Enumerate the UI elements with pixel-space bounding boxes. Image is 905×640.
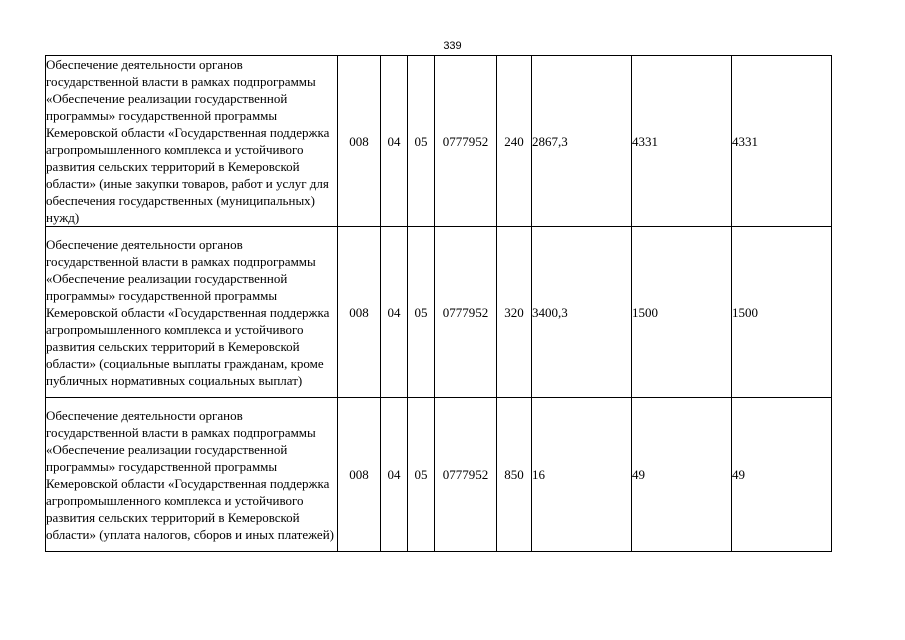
expense-description: Обеспечение деятельности органов государственной власти в рамках подпрограммы «Обеспечение реализации государственной программы» государственной программы Кемеровской области «Государственная поддержка агропромышленного комплекса и устойчивого развития сельских территорий в Кемеровской области» (уплата налогов, сборов и иных платежей): [46, 398, 338, 552]
sum-year-2: 4331: [632, 56, 732, 227]
sum-year-3: 49: [732, 398, 832, 552]
expense-description: Обеспечение деятельности органов государственной власти в рамках подпрограммы «Обеспечение реализации государственной программы» государственной программы Кемеровской области «Государственная поддержка агропромышленного комплекса и устойчивого развития сельских территорий в Кемеровской области» (иные закупки товаров, работ и услуг для обеспечения государственных (муниципальных) нужд): [46, 56, 338, 227]
ministry-code: 008: [338, 398, 381, 552]
page-number: 339: [443, 40, 462, 52]
sum-year-3: 1500: [732, 227, 832, 398]
ministry-code: 008: [338, 227, 381, 398]
section-code: 04: [381, 227, 408, 398]
table-row: [46, 56, 832, 227]
sum-year-2: 1500: [632, 227, 732, 398]
ministry-code: 008: [338, 56, 381, 227]
table-row: [46, 227, 832, 398]
target-article-code: 0777952: [435, 56, 497, 227]
sum-year-1: 2867,3: [532, 56, 632, 227]
expense-description: Обеспечение деятельности органов государственной власти в рамках подпрограммы «Обеспечение реализации государственной программы» государственной программы Кемеровской области «Государственная поддержка агропромышленного комплекса и устойчивого развития сельских территорий в Кемеровской области» (социальные выплаты гражданам, кроме публичных нормативных социальных выплат): [46, 227, 338, 398]
subsection-code: 05: [408, 227, 435, 398]
section-code: 04: [381, 56, 408, 227]
budget-table: [45, 55, 832, 552]
sum-year-1: 16: [532, 398, 632, 552]
expense-type-code: 320: [497, 227, 532, 398]
subsection-code: 05: [408, 56, 435, 227]
sum-year-1: 3400,3: [532, 227, 632, 398]
sum-year-3: 4331: [732, 56, 832, 227]
expense-type-code: 850: [497, 398, 532, 552]
subsection-code: 05: [408, 398, 435, 552]
section-code: 04: [381, 398, 408, 552]
target-article-code: 0777952: [435, 227, 497, 398]
target-article-code: 0777952: [435, 398, 497, 552]
table-row: [46, 398, 832, 552]
sum-year-2: 49: [632, 398, 732, 552]
expense-type-code: 240: [497, 56, 532, 227]
